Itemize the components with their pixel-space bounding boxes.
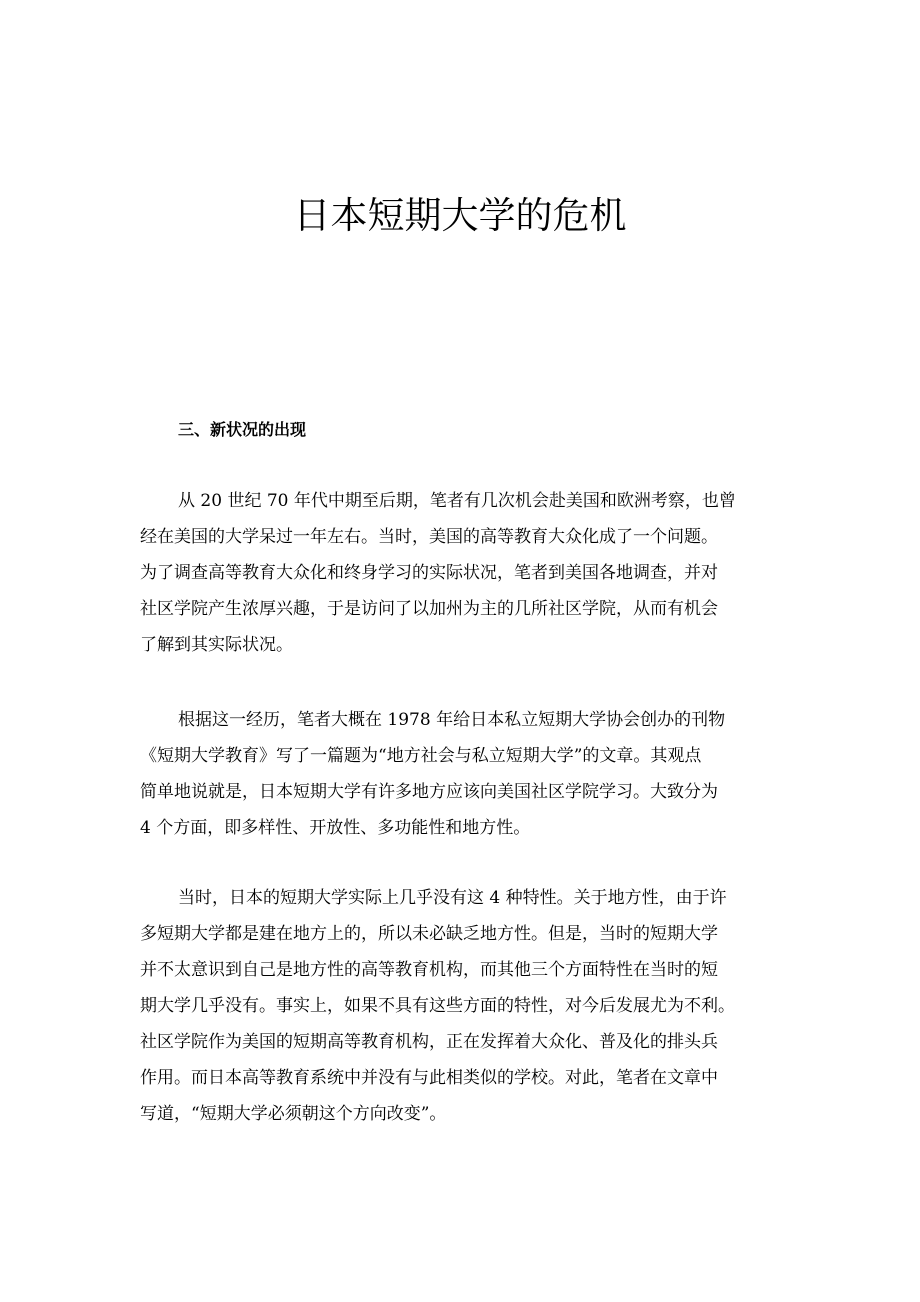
section-heading: 三、新状况的出现 <box>178 420 307 439</box>
paragraph-line: 根据这一经历，笔者大概在 1978 年给日本私立短期大学协会创办的刊物 <box>178 710 726 730</box>
paragraph-line: 社区学院作为美国的短期高等教育机构，正在发挥着大众化、普及化的排头兵 <box>140 1032 718 1052</box>
page-title: 日本短期大学的危机 <box>293 194 627 237</box>
paragraph-line: 多短期大学都是建在地方上的，所以未必缺乏地方性。但是，当时的短期大学 <box>140 924 718 944</box>
paragraph-line: 了解到其实际状况。 <box>140 635 293 655</box>
paragraph-line: 期大学几乎没有。事实上，如果不具有这些方面的特性，对今后发展尤为不利。 <box>140 996 735 1016</box>
paragraph-line: 经在美国的大学呆过一年左右。当时，美国的高等教育大众化成了一个问题。 <box>140 527 718 547</box>
paragraph-line: 作用。而日本高等教育系统中并没有与此相类似的学校。对此，笔者在文章中 <box>140 1068 718 1088</box>
paragraph-line: 简单地说就是，日本短期大学有许多地方应该向美国社区学院学习。大致分为 <box>140 782 718 802</box>
paragraph-1 <box>140 483 780 663</box>
paragraph-2 <box>140 702 780 846</box>
paragraph-line: 当时，日本的短期大学实际上几乎没有这 4 种特性。关于地方性，由于许 <box>178 888 727 908</box>
paragraph-line: 写道，“短期大学必须朝这个方向改变”。 <box>140 1104 447 1124</box>
paragraph-line: 从 20 世纪 70 年代中期至后期，笔者有几次机会赴美国和欧洲考察，也曾 <box>178 491 736 511</box>
paragraph-line: 《短期大学教育》写了一篇题为“地方社会与私立短期大学”的文章。其观点 <box>140 746 702 766</box>
paragraph-line: 社区学院产生浓厚兴趣，于是访问了以加州为主的几所社区学院，从而有机会 <box>140 599 718 619</box>
paragraph-line: 并不太意识到自己是地方性的高等教育机构，而其他三个方面特性在当时的短 <box>140 960 718 980</box>
paragraph-3 <box>140 880 780 1132</box>
paragraph-line: 为了调查高等教育大众化和终身学习的实际状况，笔者到美国各地调查，并对 <box>140 563 718 583</box>
paragraph-line: 4 个方面，即多样性、开放性、多功能性和地方性。 <box>140 818 531 838</box>
